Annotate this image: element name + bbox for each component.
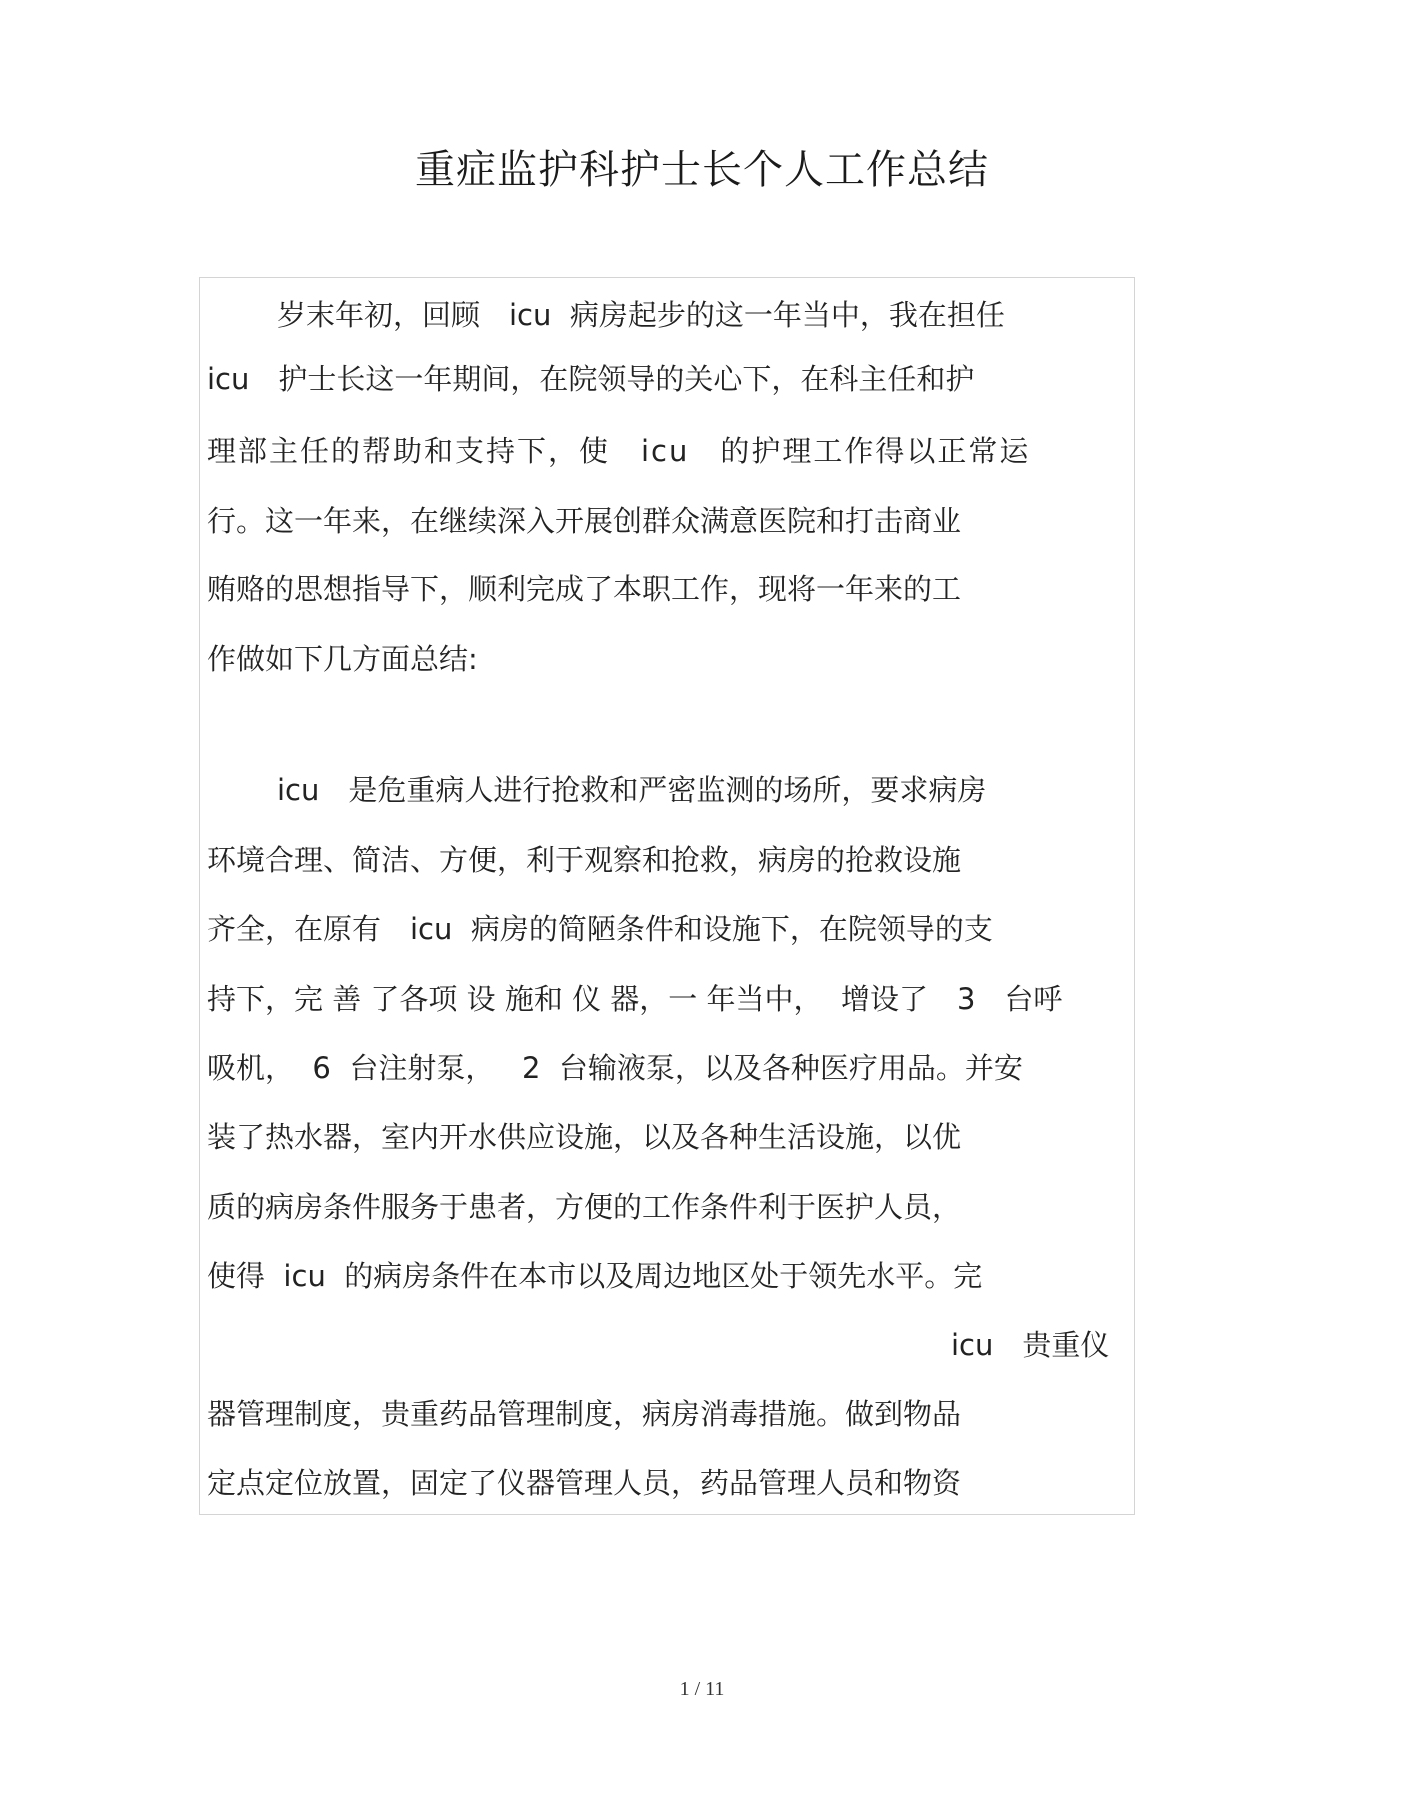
paragraph-line: 理部主任的帮助和支持下，使 icu 的护理工作得以正常运 bbox=[207, 434, 1031, 468]
paragraph-line: icu 贵重仪 bbox=[951, 1328, 1110, 1362]
paragraph-line: 使得 icu 的病房条件在本市以及周边地区处于领先水平。完 bbox=[207, 1259, 983, 1293]
paragraph-line: 行。这一年来，在继续深入开展创群众满意医院和打击商业 bbox=[207, 504, 962, 538]
paragraph-line: 质的病房条件服务于患者，方便的工作条件利于医护人员， bbox=[207, 1190, 962, 1224]
paragraph-line: icu 是危重病人进行抢救和严密监测的场所，要求病房 bbox=[277, 773, 987, 807]
paragraph-line: icu 护士长这一年期间，在院领导的关心下，在科主任和护 bbox=[207, 362, 975, 396]
page-number: 1 / 11 bbox=[679, 1678, 725, 1700]
paragraph-line: 齐全，在原有 icu 病房的简陋条件和设施下，在院领导的支 bbox=[207, 912, 993, 946]
document-title: 重症监护科护士长个人工作总结 bbox=[415, 147, 989, 193]
paragraph-line: 定点定位放置，固定了仪器管理人员，药品管理人员和物资 bbox=[207, 1466, 962, 1500]
paragraph-line: 贿赂的思想指导下，顺利完成了本职工作，现将一年来的工 bbox=[207, 572, 962, 606]
paragraph-line: 吸机， 6 台注射泵， 2 台输液泵，以及各种医疗用品。并安 bbox=[207, 1051, 1023, 1085]
paragraph-line: 装了热水器，室内开水供应设施，以及各种生活设施，以优 bbox=[207, 1120, 962, 1154]
paragraph-line: 作做如下几方面总结: bbox=[207, 642, 478, 676]
paragraph-line: 环境合理、简洁、方便，利于观察和抢救，病房的抢救设施 bbox=[207, 843, 962, 877]
paragraph-line: 持下，完 善 了各项 设 施和 仪 器，一 年当中， 增设了 3 台呼 bbox=[207, 982, 1063, 1016]
paragraph-line: 器管理制度，贵重药品管理制度，病房消毒措施。做到物品 bbox=[207, 1397, 962, 1431]
paragraph-line: 岁末年初，回顾 icu 病房起步的这一年当中，我在担任 bbox=[277, 298, 1005, 332]
